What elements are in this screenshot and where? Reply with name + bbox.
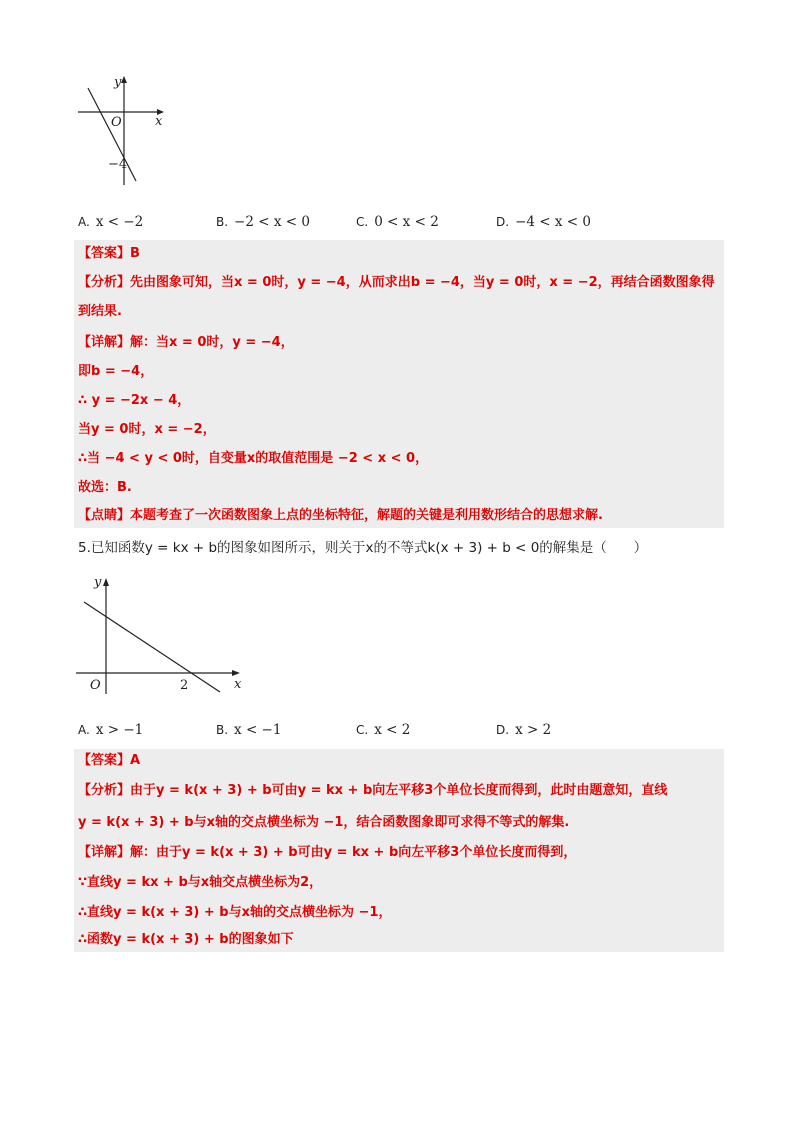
q4-option-c[interactable]: C. 0 < x < 2	[356, 214, 439, 230]
q5-y-label: y	[94, 575, 102, 590]
q5-detail: 【详解】解：由于y = k(x + 3) + b可由y = kx + b向左平移3个单位长度而得到，	[78, 845, 577, 860]
q5-option-d[interactable]: D. x > 2	[496, 722, 552, 738]
q5-solution-block	[74, 749, 724, 952]
q5-detail-step: ∵直线y = kx + b与x轴交点横坐标为2，	[78, 875, 323, 890]
q4-detail-step: 即b = −4，	[78, 364, 154, 379]
q5-origin-label: O	[90, 678, 101, 693]
q4-detail: 【详解】解：当x = 0时，y = −4，	[78, 335, 294, 350]
q5-analysis: 【分析】由于y = k(x + 3) + b可由y = kx + b向左平移3个单位长度而得到，此时由题意知，直线	[78, 783, 668, 798]
q4-analysis-cont: 到结果.	[78, 304, 122, 319]
q4-solution-block	[74, 240, 724, 528]
q5-option-a[interactable]: A. x > −1	[78, 722, 144, 738]
q4-options	[78, 214, 778, 234]
q4-analysis: 【分析】先由图象可知，当x = 0时，y = −4，从而求出b = −4，当y = 0时，x = −2，再结合函数图象得	[78, 275, 715, 290]
q4-x-label: x	[155, 114, 163, 129]
q4-detail-step: ∴当 −4 < y < 0时，自变量x的取值范围是 −2 < x < 0，	[78, 451, 429, 466]
q4-option-a[interactable]: A. x < −2	[78, 214, 144, 230]
q5-option-c[interactable]: C. x < 2	[356, 722, 411, 738]
q5-options	[78, 722, 778, 742]
q5-x-label: x	[234, 677, 242, 692]
q4-y-arrow	[121, 76, 127, 83]
q4-comment: 【点睛】本题考查了一次函数图象上点的坐标特征，解题的关键是利用数形结合的思想求解.	[78, 508, 603, 523]
q4-intercept-label: −4	[108, 157, 128, 172]
q4-option-d[interactable]: D. −4 < x < 0	[496, 214, 591, 230]
q5-y-arrow	[103, 578, 109, 586]
q5-answer: 【答案】A	[78, 753, 141, 768]
q4-origin-label: O	[111, 115, 122, 130]
q5-graph	[72, 572, 252, 697]
q5-detail-step: ∴函数y = k(x + 3) + b的图象如下	[78, 932, 294, 947]
q4-graph	[70, 70, 180, 190]
q5-intercept-label: 2	[180, 678, 189, 693]
q4-y-label: y	[114, 75, 122, 90]
q5-option-b[interactable]: B. x < −1	[216, 722, 282, 738]
q5-function-line	[84, 602, 220, 692]
q5-question: 5.已知函数y = kx + b的图象如图所示，则关于x的不等式k(x + 3) + b < 0的解集是（ ）	[78, 540, 648, 556]
q5-analysis-cont: y = k(x + 3) + b与x轴的交点横坐标为 −1，结合函数图象即可求得不等式的解集.	[78, 815, 570, 830]
q5-detail-step: ∴直线y = k(x + 3) + b与x轴的交点横坐标为 −1，	[78, 905, 392, 920]
q4-option-b[interactable]: B. −2 < x < 0	[216, 214, 310, 230]
q4-answer: 【答案】B	[78, 246, 140, 261]
q4-detail-step: 当y = 0时，x = −2，	[78, 422, 216, 437]
q4-choice: 故选：B.	[78, 480, 132, 495]
q5-x-arrow	[232, 670, 240, 676]
q4-detail-step: ∴ y = −2x − 4，	[78, 393, 191, 408]
